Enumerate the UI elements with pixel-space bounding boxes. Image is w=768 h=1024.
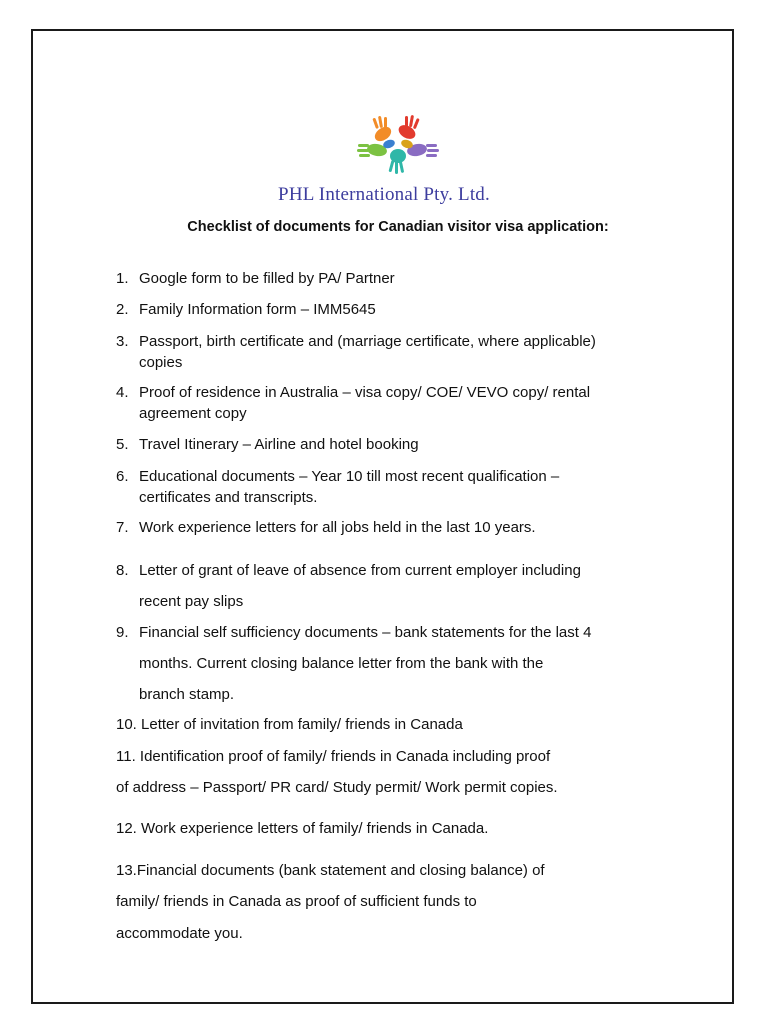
list-item-text: Travel Itinerary – Airline and hotel booking bbox=[139, 436, 419, 453]
document-title: Checklist of documents for Canadian visitor visa application: bbox=[187, 219, 609, 235]
colorful-hands-logo-icon bbox=[355, 112, 441, 174]
list-item: 12. Work experience letters of family/ friends in Canada. bbox=[116, 820, 489, 837]
list-item-text: Family Information form – IMM5645 bbox=[139, 301, 376, 318]
list-item-text-continued: accommodate you. bbox=[116, 925, 243, 942]
list-item-text: Financial self sufficiency documents – bank statements for the last 4 bbox=[139, 624, 592, 641]
company-name: PHL International Pty. Ltd. bbox=[278, 184, 490, 205]
list-item-text: Educational documents – Year 10 till most recent qualification – bbox=[139, 468, 560, 485]
list-item-number: 5. bbox=[116, 436, 129, 453]
list-item-text-continued: agreement copy bbox=[139, 405, 247, 422]
list-item-text-continued: copies bbox=[139, 354, 183, 371]
list-item-number: 8. bbox=[116, 562, 129, 579]
logo-hand-teal bbox=[388, 149, 406, 174]
list-item-text-continued: of address – Passport/ PR card/ Study permit/ Work permit copies. bbox=[116, 779, 558, 796]
list-item-number: 3. bbox=[116, 333, 129, 350]
list-item-number: 7. bbox=[116, 519, 129, 536]
list-item-text-continued: months. Current closing balance letter from the bank with the bbox=[139, 655, 544, 672]
list-item-text: Google form to be filled by PA/ Partner bbox=[139, 270, 395, 287]
list-item-number: 1. bbox=[116, 270, 129, 287]
list-item-text-continued: certificates and transcripts. bbox=[139, 489, 318, 506]
logo-hand-red bbox=[396, 115, 420, 142]
list-item-number: 6. bbox=[116, 468, 129, 485]
list-item-number: 9. bbox=[116, 624, 129, 641]
list-item-text: Proof of residence in Australia – visa copy/ COE/ VEVO copy/ rental bbox=[139, 384, 591, 401]
list-item-number: 2. bbox=[116, 301, 129, 318]
list-item-text: Passport, birth certificate and (marriage certificate, where applicable) bbox=[139, 333, 596, 350]
list-item-text-continued: recent pay slips bbox=[139, 593, 244, 610]
list-item: 11. Identification proof of family/ friends in Canada including proof bbox=[116, 748, 551, 765]
list-item-text-continued: family/ friends in Canada as proof of sufficient funds to bbox=[116, 893, 477, 910]
list-item-text: Work experience letters for all jobs held in the last 10 years. bbox=[139, 519, 536, 536]
list-item-number: 4. bbox=[116, 384, 129, 401]
list-item: 10. Letter of invitation from family/ friends in Canada bbox=[116, 716, 463, 733]
list-item: 13.Financial documents (bank statement and closing balance) of bbox=[116, 862, 545, 879]
list-item-text-continued: branch stamp. bbox=[139, 686, 235, 703]
list-item-text: Letter of grant of leave of absence from current employer including bbox=[139, 562, 581, 579]
logo-hand-blue bbox=[382, 138, 414, 150]
